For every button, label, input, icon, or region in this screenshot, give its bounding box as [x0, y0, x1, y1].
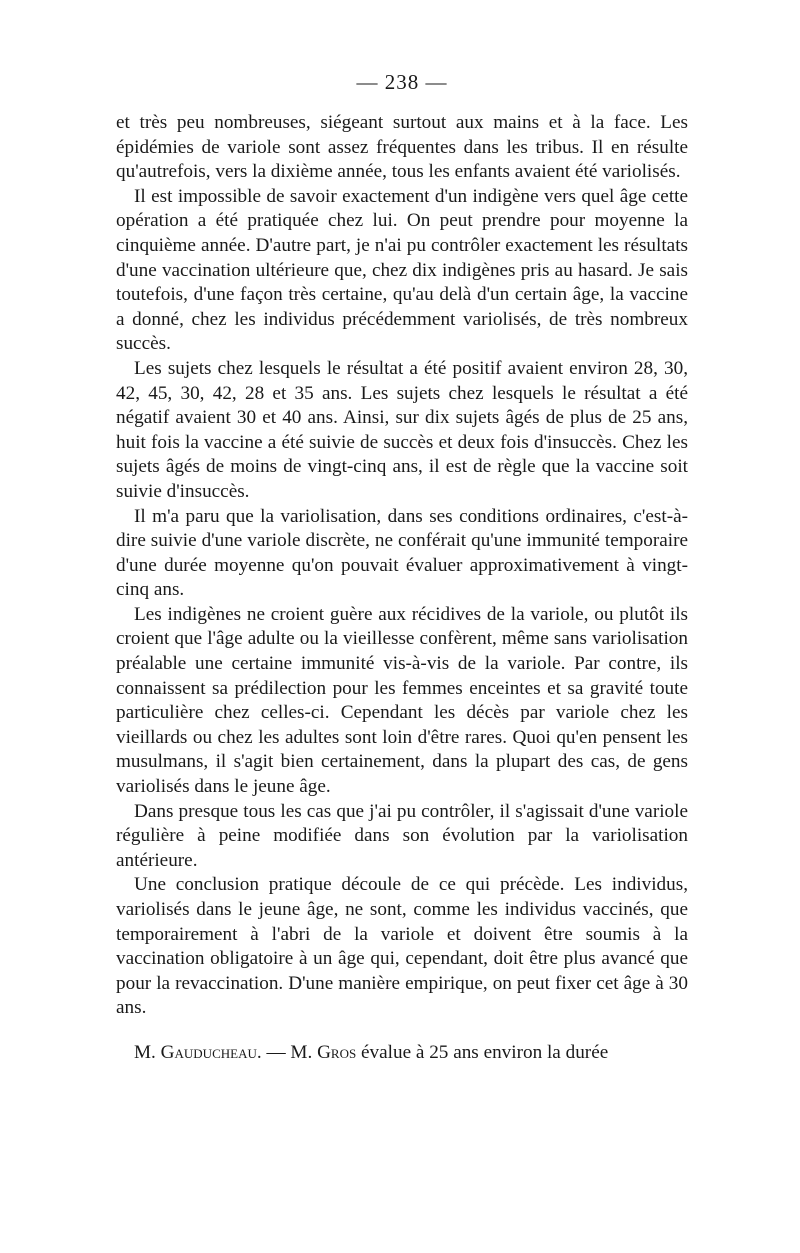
document-page — [116, 70, 688, 1066]
paragraph-continuation: et très peu nombreuses, siégeant surtout aux mains et à la face. Les épidémies de variole sont assez fréquentes dans les tribus. Il en résulte qu'autrefois, vers la dixième année, tous les enfants avaient été variolisés. — [116, 112, 688, 183]
paragraph: Une conclusion pratique découle de ce qui précède. Les individus, variolisés dans le jeune âge, ne sont, comme les individus vaccinés, que temporairement à l'abri de la variole et doivent être soumis à la vaccination obligatoire à un âge qui, cependant, doit être plus avancé que pour la revaccination. D'une manière empirique, on peut fixer cet âge à 30 ans. — [116, 874, 688, 1019]
speaker-name: M. Gros — [290, 1041, 357, 1063]
discussion-line — [116, 1041, 688, 1066]
paragraph: Il m'a paru que la variolisation, dans ses conditions ordinaires, c'est-à-dire suivie d'une variole discrète, ne conférait qu'une immunité temporaire d'une durée moyenne qu'on pouvait évaluer approximativement à vingt-cinq ans. — [116, 505, 688, 601]
paragraph: Il est impossible de savoir exactement d'un indigène vers quel âge cette opération a été pratiquée chez lui. On peut prendre pour moyenne la cinquième année. D'autre part, je n'ai pu contrôler exactement les résultats d'une vaccination ultérieure que, chez dix indigènes pris au hasard. Je sais toutefois, d'une façon très certaine, qu'au delà d'un certain âge, la vaccine a donné, chez les individus précédemment variolisés, de très nombreux succès. — [116, 185, 688, 355]
page-number: — 238 — — [356, 70, 448, 94]
paragraph: Dans presque tous les cas que j'ai pu contrôler, il s'agissait d'une variole régulière à peine modifiée dans son évolution par la variolisation antérieure. — [116, 800, 688, 871]
speaker-name: M. Gauducheau. — [134, 1041, 262, 1063]
paragraph: Les sujets chez lesquels le résultat a été positif avaient environ 28, 30, 42, 45, 30, 42, 28 et 35 ans. Les sujets chez lesquels le résultat a été négatif avaient 30 et 40 ans. Ainsi, sur dix sujets âgés de plus de 25 ans, huit fois la vaccine a été suivie de succès et deux fois d'insuccès. Chez les sujets âgés de moins de vingt-cinq ans, il est de règle que la vaccine soit suivie d'insuccès. — [116, 357, 688, 502]
discussion-text: évalue à 25 ans environ la durée — [356, 1041, 609, 1063]
paragraph: Les indigènes ne croient guère aux récidives de la variole, ou plutôt ils croient que l'âge adulte ou la vieillesse confèrent, même sans variolisation préalable une certaine immunité vis-à-vis de la variole. Par contre, ils connaissent sa prédilection pour les femmes enceintes et sa gravité toute particulière chez celles-ci. Cependant les décès par variole chez les vieillards ou chez les adultes sont loin d'être rares. Quoi qu'en pensent les musulmans, il s'agit bien certainement, dans la plupart des cas, de gens variolisés dans le jeune âge. — [116, 603, 688, 798]
em-dash: — — [261, 1041, 291, 1063]
